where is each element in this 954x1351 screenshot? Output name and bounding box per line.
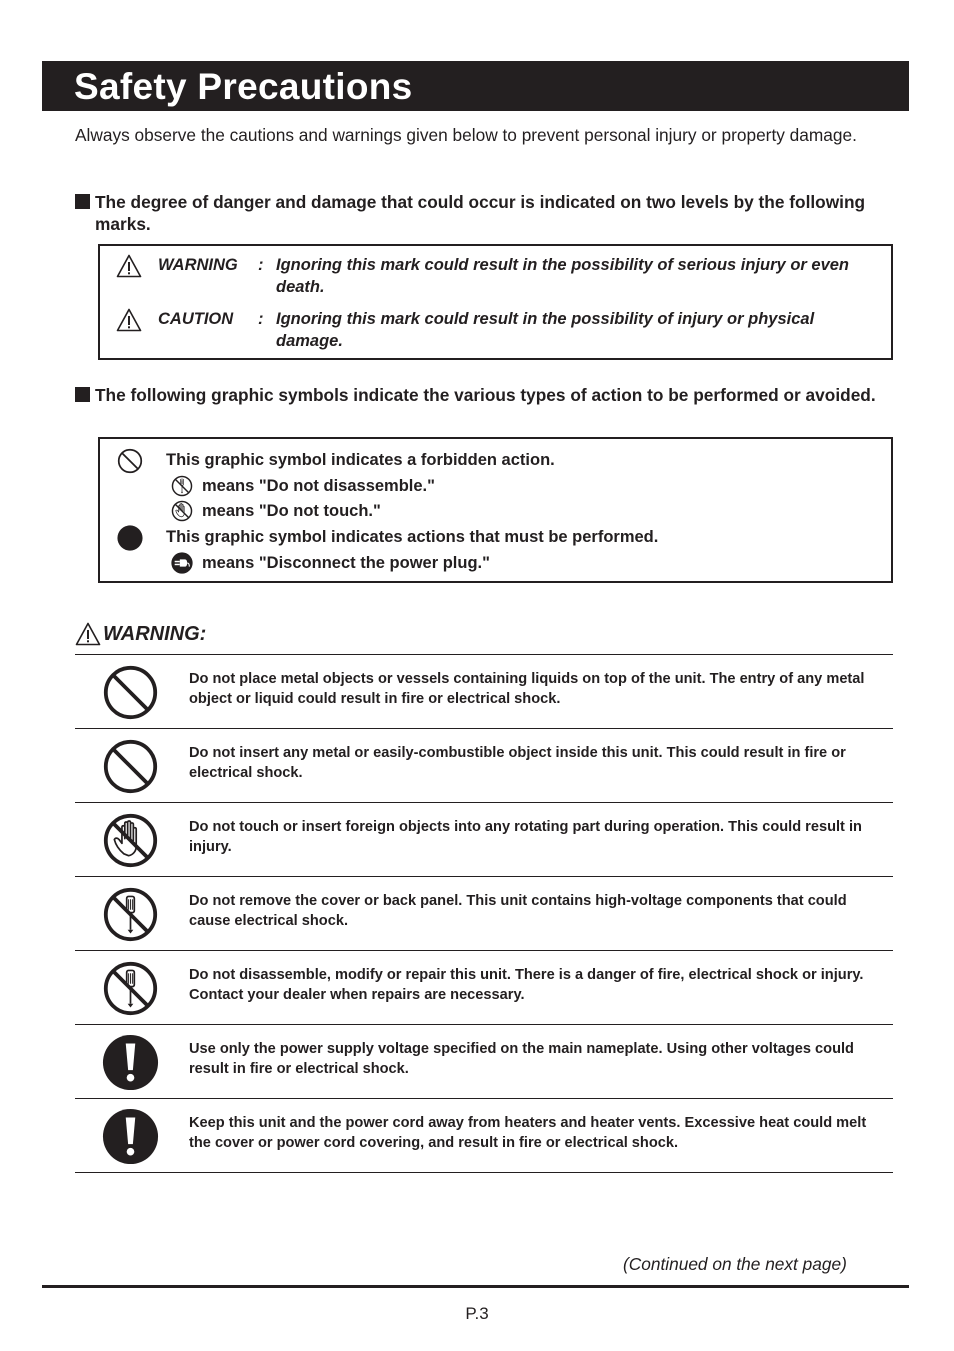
mandatory-exclamation-icon (102, 1108, 159, 1165)
warning-item: Do not insert any metal or easily-combustible object inside this unit. This could result in fire or electrical shock. (75, 728, 893, 802)
warning-item: Do not place metal objects or vessels containing liquids on top of the unit. The entry of any metal object or liquid could result in fire or electrical shock. (75, 654, 893, 728)
page-number: P.3 (465, 1304, 489, 1323)
page-title: Safety Precautions (74, 66, 413, 107)
mandatory-action-icon (117, 525, 143, 551)
continued-note: (Continued on the next page) (623, 1254, 847, 1274)
warning-item: Do not touch or insert foreign objects into any rotating part during operation. This could result in injury. (75, 802, 893, 876)
warning-item: Do not disassemble, modify or repair this unit. There is a danger of fire, electrical shock or injury. Contact your dealer when repairs are necessary. (75, 950, 893, 1024)
danger-levels-box: WARNING : Ignoring this mark could result in the possibility of serious injury or even death. CAUTION : Ignoring this mark could result in the possibility of injury or physical damage. (98, 244, 893, 360)
graphic-symbols-box (98, 437, 893, 583)
symbol-line-forbidden: This graphic symbol indicates a forbidden action. (166, 451, 555, 469)
warning-item: Use only the power supply voltage specified on the main nameplate. Using other voltages could result in fire or electrical shock. (75, 1024, 893, 1098)
symbol-line-mandatory: This graphic symbol indicates actions that must be performed. (166, 528, 659, 546)
footer-divider (42, 1285, 909, 1288)
warning-triangle-icon (75, 622, 101, 646)
symbol-line-touch: means "Do not touch." (202, 502, 381, 520)
prohibited-icon (102, 664, 159, 721)
title-bar (42, 61, 909, 111)
do-not-disassemble-icon (171, 475, 193, 497)
warning-item: Keep this unit and the power cord away from heaters and heater vents. Excessive heat could melt the cover or power cord covering, and result in fire or electrical shock. (75, 1098, 893, 1173)
warning-triangle-icon (116, 254, 142, 278)
warning-list (75, 654, 893, 1173)
mandatory-exclamation-icon (102, 1034, 159, 1091)
prohibited-icon (117, 448, 143, 474)
prohibited-icon (102, 738, 159, 795)
square-bullet-icon (75, 387, 90, 402)
do-not-touch-icon (171, 500, 193, 522)
symbol-line-plug: means "Disconnect the power plug." (202, 554, 490, 572)
danger-levels-heading: The degree of danger and damage that could occur is indicated on two levels by the following marks. (75, 191, 900, 235)
square-bullet-icon (75, 194, 90, 209)
do-not-disassemble-icon (102, 886, 159, 943)
do-not-disassemble-icon (102, 960, 159, 1017)
symbol-line-disassemble: means "Do not disassemble." (202, 477, 435, 495)
warning-item: Do not remove the cover or back panel. This unit contains high-voltage components that could cause electrical shock. (75, 876, 893, 950)
disconnect-plug-icon (171, 552, 193, 574)
do-not-touch-icon (102, 812, 159, 869)
intro-text: Always observe the cautions and warnings given below to prevent personal injury or property damage. (75, 125, 857, 145)
graphic-symbols-heading: The following graphic symbols indicate the various types of action to be performed or avoided. (75, 384, 900, 406)
warning-triangle-icon (116, 308, 142, 332)
